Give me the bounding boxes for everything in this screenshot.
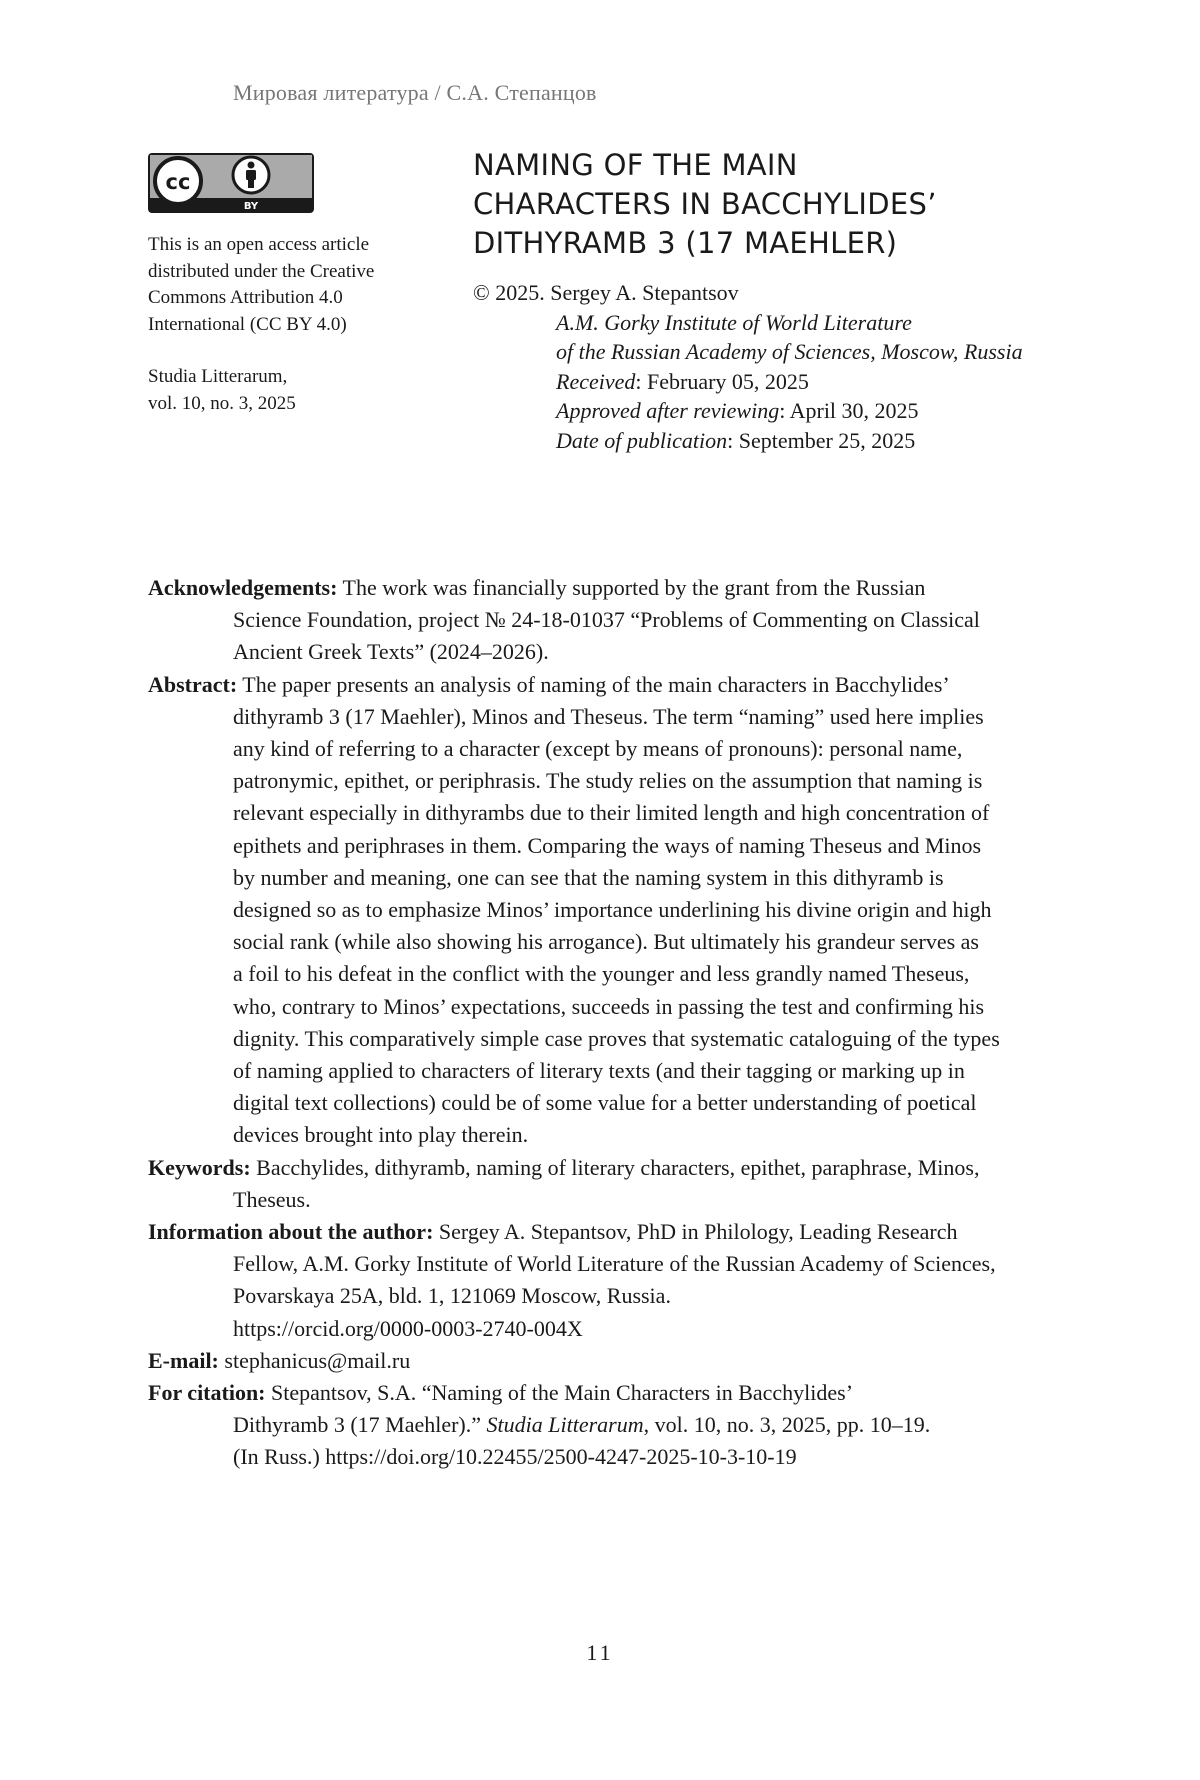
title-line: CHARACTERS IN BACCHYLIDES’ <box>473 187 937 221</box>
citation-line <box>233 1409 1088 1441</box>
citation-journal: Studia Litterarum <box>486 1412 644 1438</box>
acknowledgements <box>148 572 1088 669</box>
received-label: Received <box>556 368 636 394</box>
citation-text: Dithyramb 3 (17 Maehler).” <box>233 1412 487 1438</box>
citation-text: , vol. 10, no. 3, 2025, pp. 10–19. <box>643 1412 931 1438</box>
author-info-line: Fellow, A.M. Gorky Institute of World Literature of the Russian Academy of Sciences, <box>233 1251 996 1277</box>
received-value: : February 05, 2025 <box>635 368 809 394</box>
abstract-line: designed so as to emphasize Minos’ importance underlining his divine origin and high <box>233 897 992 923</box>
by-person-icon <box>233 157 269 193</box>
copyright-line: © 2025. Sergey A. Stepantsov <box>473 280 739 305</box>
abstract-line: dithyramb 3 (17 Maehler), Minos and Theseus. The term “naming” used here implies <box>233 703 984 729</box>
svg-text:cc: cc <box>165 170 191 194</box>
page-number: 11 <box>586 1640 614 1665</box>
abstract-line: social rank (while also showing his arrogance). But ultimately his grandeur serves as <box>233 929 979 955</box>
keywords <box>148 1152 1088 1216</box>
abstract-label: Abstract: <box>148 671 238 697</box>
email-label: E-mail: <box>148 1347 219 1373</box>
journal-info <box>148 364 418 417</box>
email-link[interactable]: stephanicus@mail.ru <box>218 1347 411 1373</box>
license-line: distributed under the Creative <box>148 260 375 282</box>
by-label: BY <box>243 201 259 212</box>
published-label: Date of publication <box>556 427 728 453</box>
approved-label: Approved after reviewing <box>556 398 780 423</box>
running-head: Мировая литература / С.А. Степанцов <box>233 80 597 105</box>
acknowledgements-line: Ancient Greek Texts” (2024–2026). <box>233 639 549 665</box>
abstract-line: dignity. This comparatively simple case proves that systematic cataloguing of the types <box>233 1025 1000 1051</box>
orcid-link[interactable]: https://orcid.org/0000-0003-2740-004X <box>233 1315 583 1341</box>
cc-icon <box>155 158 201 204</box>
abstract-line: digital text collections) could be of some value for a better understanding of poetical <box>233 1090 977 1116</box>
author-info-line: Sergey A. Stepantsov, PhD in Philology, Leading Research <box>433 1219 958 1245</box>
abstract-line: epithets and periphrases in them. Comparing the ways of naming Theseus and Minos <box>233 832 982 858</box>
license-line: This is an open access article <box>148 234 370 255</box>
article-title <box>473 146 1093 263</box>
abstract <box>148 669 1088 1152</box>
abstract-line: by number and meaning, one can see that the naming system in this dithyramb is <box>233 864 944 890</box>
affiliation-line: A.M. Gorky Institute of World Literature <box>556 309 912 335</box>
citation-line: Stepantsov, S.A. “Naming of the Main Characters in Bacchylides’ <box>265 1380 854 1406</box>
author-info <box>148 1216 1088 1345</box>
citation <box>148 1377 1088 1474</box>
abstract-line: a foil to his defeat in the conflict with the younger and less grandly named Theseus, <box>233 961 970 987</box>
keywords-line: Theseus. <box>233 1186 311 1212</box>
keywords-label: Keywords: <box>148 1154 251 1180</box>
article-front-matter <box>148 572 1088 1474</box>
cc-by-license-badge[interactable] <box>148 153 314 213</box>
article-meta <box>473 308 1113 456</box>
citation-label: For citation: <box>148 1380 266 1406</box>
acknowledgements-line: The work was financially supported by the grant from the Russian <box>337 575 926 600</box>
abstract-line: of naming applied to characters of literary texts (and their tagging or marking up in <box>233 1058 965 1084</box>
abstract-line: who, contrary to Minos’ expectations, succeeds in passing the test and confirming his <box>233 993 985 1019</box>
approved-value: : April 30, 2025 <box>779 398 919 423</box>
title-line: DITHYRAMB 3 (17 MAEHLER) <box>473 226 898 260</box>
abstract-line: The paper presents an analysis of naming of the main characters in Bacchylides’ <box>237 671 950 697</box>
license-text <box>148 232 418 338</box>
keywords-line: Bacchylides, dithyramb, naming of literary characters, epithet, paraphrase, Minos, <box>250 1154 980 1180</box>
acknowledgements-line: Science Foundation, project № 24-18-01037 “Problems of Commenting on Classical <box>233 607 980 633</box>
affiliation-line: of the Russian Academy of Sciences, Moscow, Russia <box>556 339 1023 364</box>
received-date <box>556 367 1113 397</box>
approved-date <box>556 396 1113 426</box>
abstract-line: any kind of referring to a character (except by means of pronouns): personal name, <box>233 736 963 762</box>
publication-date <box>556 426 1113 456</box>
doi-link[interactable]: (In Russ.) https://doi.org/10.22455/2500-4247-2025-10-3-10-19 <box>233 1444 797 1470</box>
author-info-label: Information about the author: <box>148 1219 434 1245</box>
published-value: : September 25, 2025 <box>727 427 916 453</box>
author-info-line: Povarskaya 25A, bld. 1, 121069 Moscow, Russia. <box>233 1283 671 1309</box>
journal-line: vol. 10, no. 3, 2025 <box>148 392 296 414</box>
license-line: Commons Attribution 4.0 <box>148 287 343 308</box>
abstract-line: patronymic, epithet, or periphrasis. The study relies on the assumption that naming is <box>233 768 983 794</box>
abstract-line: devices brought into play therein. <box>233 1122 529 1148</box>
journal-line: Studia Litterarum, <box>148 366 288 387</box>
acknowledgements-label: Acknowledgements: <box>148 575 338 600</box>
byline <box>473 278 1113 455</box>
title-line: NAMING OF THE MAIN <box>473 148 798 182</box>
email <box>148 1345 1088 1377</box>
abstract-line: relevant especially in dithyrambs due to their limited length and high concentration of <box>233 800 990 826</box>
license-line: International (CC BY 4.0) <box>148 313 347 335</box>
